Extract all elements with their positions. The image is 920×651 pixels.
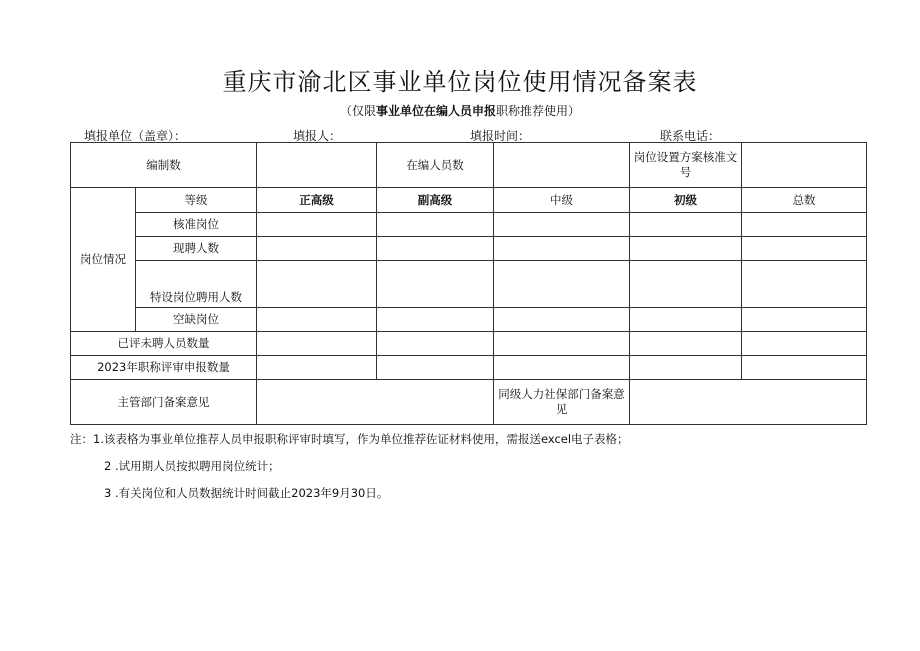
approval-doc-line1: 岗位设置方案核准文 [633, 150, 738, 164]
dept-opinion-label: 主管部门备案意见 [71, 380, 257, 425]
table-cell[interactable] [377, 261, 494, 308]
special-positions-label: 特设岗位聘用人数 [136, 261, 257, 308]
table-cell[interactable] [742, 261, 867, 308]
table-cell[interactable] [630, 332, 742, 356]
hr-opinion-label [494, 380, 630, 425]
table-cell[interactable] [494, 332, 630, 356]
table-cell[interactable] [257, 261, 377, 308]
table-cell[interactable] [257, 332, 377, 356]
table-cell[interactable] [257, 356, 377, 380]
note-3: 3 .有关岗位和人员数据统计时间截止2023年9月30日。 [104, 486, 389, 500]
table-cell[interactable] [742, 308, 867, 332]
table-row [71, 332, 867, 356]
hr-opinion-cell[interactable] [630, 380, 867, 425]
table-row [71, 213, 867, 237]
hr-opinion-line1: 同级人力社保部门备案意 [498, 387, 625, 401]
table-cell[interactable] [742, 237, 867, 261]
table-cell[interactable] [377, 237, 494, 261]
approved-positions-label: 核准岗位 [136, 213, 257, 237]
form-subtitle [0, 102, 920, 119]
table-cell[interactable] [494, 356, 630, 380]
table-cell[interactable] [494, 237, 630, 261]
form-title: 重庆市渝北区事业单位岗位使用情况备案表 [222, 68, 698, 96]
table-row [71, 188, 867, 213]
table-row [71, 356, 867, 380]
level-intermediate: 中级 [494, 188, 630, 213]
staffing-count-label: 编制数 [71, 143, 257, 188]
approval-doc-line2: 号 [679, 165, 692, 179]
table-cell[interactable] [494, 213, 630, 237]
fill-unit-label: 填报单位（盖章）： [84, 129, 187, 143]
level-junior: 初级 [630, 188, 742, 213]
table-row [71, 143, 867, 188]
hr-opinion-line2: 见 [555, 402, 568, 416]
fill-phone-label: 联系电话： [660, 129, 721, 143]
table-cell[interactable] [630, 356, 742, 380]
table-cell[interactable] [494, 308, 630, 332]
note-1: 注：1.该表格为事业单位推荐人员申报职称评审时填写，作为单位推荐佐证材料使用，需报送excel电子表格； [70, 432, 629, 446]
table-cell[interactable] [257, 213, 377, 237]
in-staff-count-label: 在编人员数 [377, 143, 494, 188]
table-cell[interactable] [630, 308, 742, 332]
subtitle-open: （仅限 [339, 104, 376, 118]
table-row [71, 261, 867, 308]
table-cell[interactable] [377, 356, 494, 380]
table-cell[interactable] [257, 237, 377, 261]
staffing-count-cell[interactable] [257, 143, 377, 188]
table-cell[interactable] [257, 308, 377, 332]
level-vice-senior: 副高级 [377, 188, 494, 213]
table-row [71, 380, 867, 425]
level-label: 等级 [136, 188, 257, 213]
in-staff-count-cell[interactable] [494, 143, 630, 188]
title-applications-2023-label: 2023年职称评审申报数量 [71, 356, 257, 380]
table-row [71, 237, 867, 261]
position-usage-table [70, 142, 867, 425]
evaluated-not-hired-label: 已评未聘人员数量 [71, 332, 257, 356]
table-row [71, 308, 867, 332]
table-cell[interactable] [742, 356, 867, 380]
table-cell[interactable] [630, 213, 742, 237]
table-cell[interactable] [377, 308, 494, 332]
table-cell[interactable] [377, 213, 494, 237]
table-cell[interactable] [630, 237, 742, 261]
level-total: 总数 [742, 188, 867, 213]
subtitle-close: 职称推荐使用） [496, 104, 581, 118]
approval-doc-label [630, 143, 742, 188]
table-cell[interactable] [742, 332, 867, 356]
fill-info-row [0, 127, 920, 143]
table-cell[interactable] [742, 213, 867, 237]
table-cell[interactable] [630, 261, 742, 308]
position-status-label: 岗位情况 [71, 188, 136, 332]
current-hired-label: 现聘人数 [136, 237, 257, 261]
subtitle-bold: 事业单位在编人员申报 [375, 104, 496, 118]
note-2: 2 .试用期人员按拟聘用岗位统计； [104, 459, 280, 473]
fill-filler-label: 填报人： [293, 129, 342, 143]
level-senior: 正高级 [257, 188, 377, 213]
dept-opinion-cell[interactable] [257, 380, 494, 425]
table-cell[interactable] [494, 261, 630, 308]
approval-doc-cell[interactable] [742, 143, 867, 188]
table-cell[interactable] [377, 332, 494, 356]
fill-time-label: 填报时间： [470, 129, 531, 143]
vacant-positions-label: 空缺岗位 [136, 308, 257, 332]
